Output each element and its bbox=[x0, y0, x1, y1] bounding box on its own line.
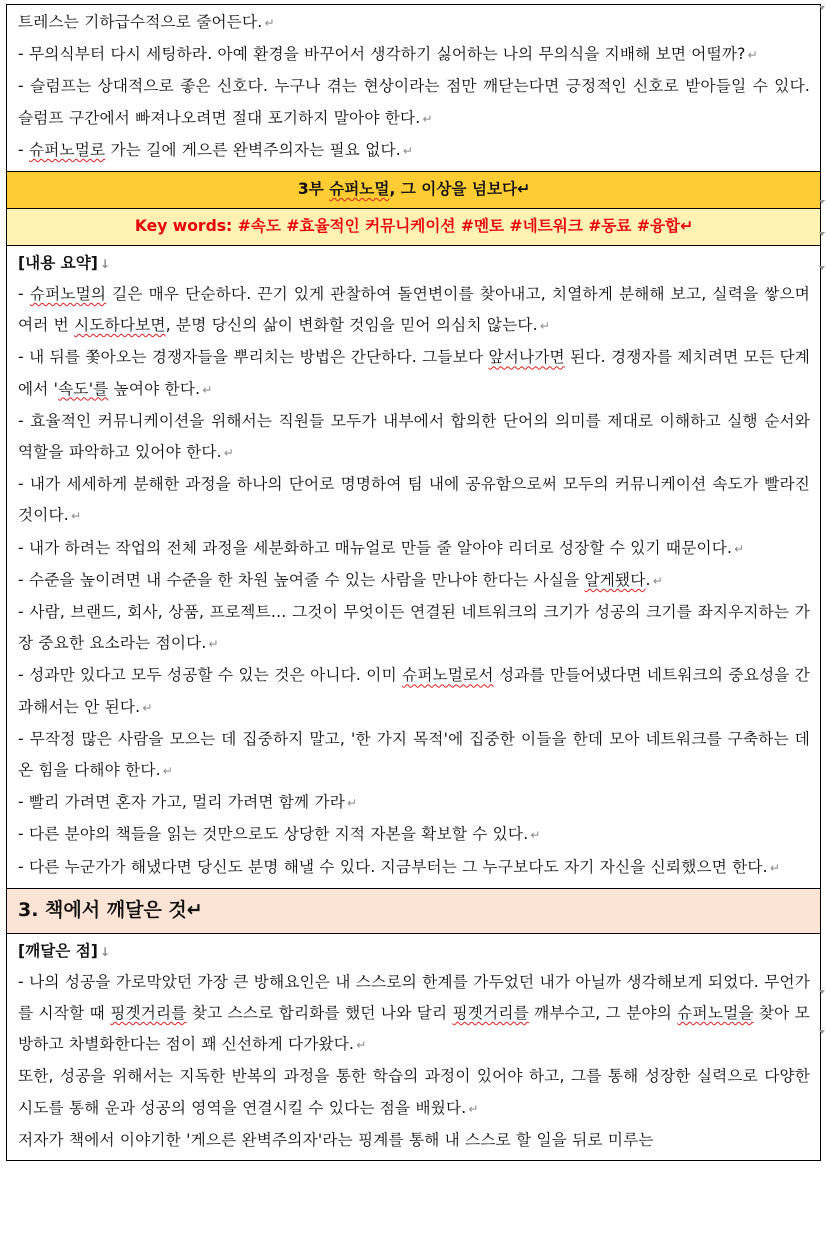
spellcheck-word: 속도'를 bbox=[58, 379, 109, 398]
spellcheck-word: 슈퍼노멀 bbox=[329, 180, 390, 199]
paragraph-mark-icon: ↵ bbox=[734, 541, 745, 556]
cell-end-marker-icon bbox=[819, 990, 825, 994]
cell-insights[interactable] bbox=[7, 933, 821, 1160]
paragraph-mark-icon: ↵ bbox=[162, 764, 174, 779]
paragraph-mark-icon: ↵ bbox=[264, 16, 275, 30]
paragraph: - 다른 분야의 책들을 읽는 것만으로도 상당한 지적 자본을 확보할 수 있다. ↵ bbox=[18, 825, 541, 844]
paragraph: - 내가 세세하게 분해한 과정을 하나의 단어로 명명하여 팀 내에 공유함으로써 모두의 커뮤니케이션 속도가 빨라진 것이다. ↵ bbox=[18, 475, 810, 525]
spellcheck-word: 알게됐다 bbox=[584, 570, 646, 589]
row-section3-title bbox=[7, 888, 821, 933]
paragraph: - 내 뒤를 쫓아오는 경쟁자들을 뿌리치는 방법은 간단하다. 그들보다 앞서나가면 된다. 경쟁자를 제치려면 모든 단계에서 '속도'를 높여야 한다. ↵ bbox=[18, 348, 811, 398]
paragraph-mark-icon: ↵ bbox=[346, 796, 358, 811]
paragraph-mark-icon: ↵ bbox=[356, 1038, 367, 1053]
cell-end-marker-icon bbox=[819, 232, 825, 236]
paragraph: 또한, 성공을 위해서는 지독한 반복의 과정을 통한 학습의 과정이 있어야 하고, 그를 통해 성장한 실력으로 다양한 시도를 통해 운과 성공의 영역을 연결시킬 수 있다는 점을 배웠다. ↵ bbox=[18, 1067, 810, 1117]
paragraph-mark-icon: ↵ bbox=[517, 180, 531, 199]
document-table bbox=[6, 4, 821, 1161]
paragraph: - 성과만 있다고 모두 성공할 수 있는 것은 아니다. 이미 슈퍼노멀로서 성과를 만들어냈다면 네트워크의 중요성을 간과해서는 안 된다. ↵ bbox=[18, 666, 811, 716]
paragraph: - 수준을 높이려면 내 수준을 한 차원 높여줄 수 있는 사람을 만나야 한다는 사실을 알게됐다. ↵ bbox=[18, 570, 663, 589]
paragraph: - 무의식부터 다시 세팅하라. 아예 환경을 바꾸어서 생각하기 싫어하는 나의 무의식을 지배해 보면 어떨까? ↵ bbox=[18, 45, 758, 64]
cell-block1[interactable] bbox=[7, 5, 821, 172]
paragraph: - 나의 성공을 가로막았던 가장 큰 방해요인은 내 스스로의 한계를 가두었던 내가 아닐까 생각해보게 되었다. 무언가를 시작할 때 핑곗거리를 찾고 스스로 합리화를 했던 나와 달리 핑곗거리를 깨부수고, 그 분야의 슈퍼노멀을 찾아 모방하고 차별화한다는 점이 꽤 신선하게 다가왔다. ↵ bbox=[18, 972, 810, 1054]
paragraph-mark-icon: ↵ bbox=[530, 828, 541, 843]
paragraph-mark-icon: ↵ bbox=[680, 217, 694, 236]
paragraph: - 슬럼프는 상대적으로 좋은 신호다. 누구나 겪는 현상이라는 점만 깨닫는다면 긍정적인 신호로 받아들일 수 있다. 슬럼프 구간에서 빠져나오려면 절대 포기하지 말아야 한다. ↵ bbox=[18, 77, 810, 127]
paragraph: - 사람, 브랜드, 회사, 상품, 프로젝트… 그것이 무엇이든 연결된 네트워크의 크기가 성공의 크기를 좌지우지하는 가장 중요한 요소라는 점이다. ↵ bbox=[18, 603, 810, 653]
paragraph: - 빨리 가려면 혼자 가고, 멀리 가려면 함께 가라 ↵ bbox=[18, 793, 358, 812]
section3-title[interactable]: 3. 책에서 깨달은 것↵ bbox=[7, 888, 821, 933]
spellcheck-word: 핑곗거리를 bbox=[110, 1004, 187, 1023]
cell-summary[interactable] bbox=[7, 246, 821, 889]
row-block1 bbox=[7, 5, 821, 172]
summary-heading: [내용 요약] ↓ bbox=[18, 254, 110, 273]
paragraph: - 슈퍼노멀로 가는 길에 게으른 완벽주의자는 필요 없다. ↵ bbox=[18, 140, 414, 159]
paragraph-mark-icon: ↵ bbox=[70, 509, 82, 524]
row-keywords bbox=[7, 209, 821, 246]
cell-end-marker-icon bbox=[819, 266, 825, 270]
spellcheck-word: 핑곗거리를 bbox=[452, 1004, 529, 1023]
paragraph-mark-icon: ↵ bbox=[186, 898, 203, 921]
spellcheck-word: 슈퍼노멀의 bbox=[29, 285, 107, 304]
paragraph-mark-icon: ↵ bbox=[747, 48, 758, 63]
paragraph-mark-icon: ↵ bbox=[422, 111, 433, 126]
paragraph: - 내가 하려는 작업의 전체 과정을 세분화하고 매뉴얼로 만들 줄 알아야 리더로 성장할 수 있기 때문이다. ↵ bbox=[18, 538, 745, 557]
paragraph-mark-icon: ↵ bbox=[652, 573, 663, 588]
cell-end-marker-icon bbox=[819, 1030, 825, 1034]
cell-end-marker-icon bbox=[819, 6, 825, 10]
part3-title[interactable]: 3부 슈퍼노멀, 그 이상을 넘보다↵ bbox=[7, 172, 821, 209]
paragraph-mark-icon: ↵ bbox=[769, 860, 781, 875]
paragraph: 트레스는 기하급수적으로 줄어든다. ↵ bbox=[18, 13, 275, 31]
paragraph: 저자가 책에서 이야기한 '게으른 완벽주의자'라는 핑계를 통해 내 스스로 할 일을 뒤로 미루는 bbox=[18, 1130, 654, 1149]
insights-heading: [깨달은 점] ↓ bbox=[18, 941, 110, 960]
line-break-icon: ↓ bbox=[99, 944, 110, 959]
paragraph-mark-icon: ↵ bbox=[202, 382, 213, 397]
paragraph-mark-icon: ↵ bbox=[468, 1101, 479, 1116]
spellcheck-word: 슈퍼노멀로 bbox=[28, 140, 106, 159]
paragraph: - 무작정 많은 사람을 모으는 데 집중하지 말고, '한 가지 목적'에 집중한 이들을 한데 모아 네트워크를 구축하는 데 온 힘을 다해야 한다. ↵ bbox=[18, 729, 810, 780]
cell-end-marker-icon bbox=[819, 200, 825, 204]
paragraph: - 슈퍼노멀의 길은 매우 단순하다. 끈기 있게 관찰하여 돌연변이를 찾아내고, 치열하게 분해해 보고, 실력을 쌓으며 여러 번 시도하다보면, 분명 당신의 삶이 변화할 것임을 믿어 의심치 않는다. ↵ bbox=[18, 285, 811, 335]
paragraph-mark-icon: ↵ bbox=[223, 446, 235, 461]
line-break-icon: ↓ bbox=[99, 257, 110, 272]
paragraph: - 효율적인 커뮤니케이션을 위해서는 직원들 모두가 내부에서 합의한 단어의 의미를 제대로 이해하고 실행 순서와 역할을 파악하고 있어야 한다. ↵ bbox=[18, 411, 810, 462]
spellcheck-word: 슈퍼노멀을 bbox=[677, 1004, 754, 1023]
paragraph-mark-icon: ↵ bbox=[208, 637, 219, 652]
spellcheck-word: 슈퍼노멀로서 bbox=[402, 666, 494, 685]
row-insights bbox=[7, 933, 821, 1160]
row-part3-title bbox=[7, 172, 821, 209]
spellcheck-word: 앞서나가면 bbox=[488, 348, 565, 367]
paragraph: - 다른 누군가가 해냈다면 당신도 분명 해낼 수 있다. 지금부터는 그 누구보다도 자기 자신을 신뢰했으면 한다. ↵ bbox=[18, 857, 781, 876]
paragraph-mark-icon: ↵ bbox=[402, 143, 414, 158]
keywords-band[interactable]: Key words: #속도 #효율적인 커뮤니케이션 #멘토 #네트워크 #동료 #융합↵ bbox=[7, 209, 821, 246]
paragraph-mark-icon: ↵ bbox=[539, 319, 551, 334]
row-summary bbox=[7, 246, 821, 889]
paragraph-mark-icon: ↵ bbox=[142, 700, 153, 715]
spellcheck-word: 시도하다보면 bbox=[74, 316, 166, 335]
